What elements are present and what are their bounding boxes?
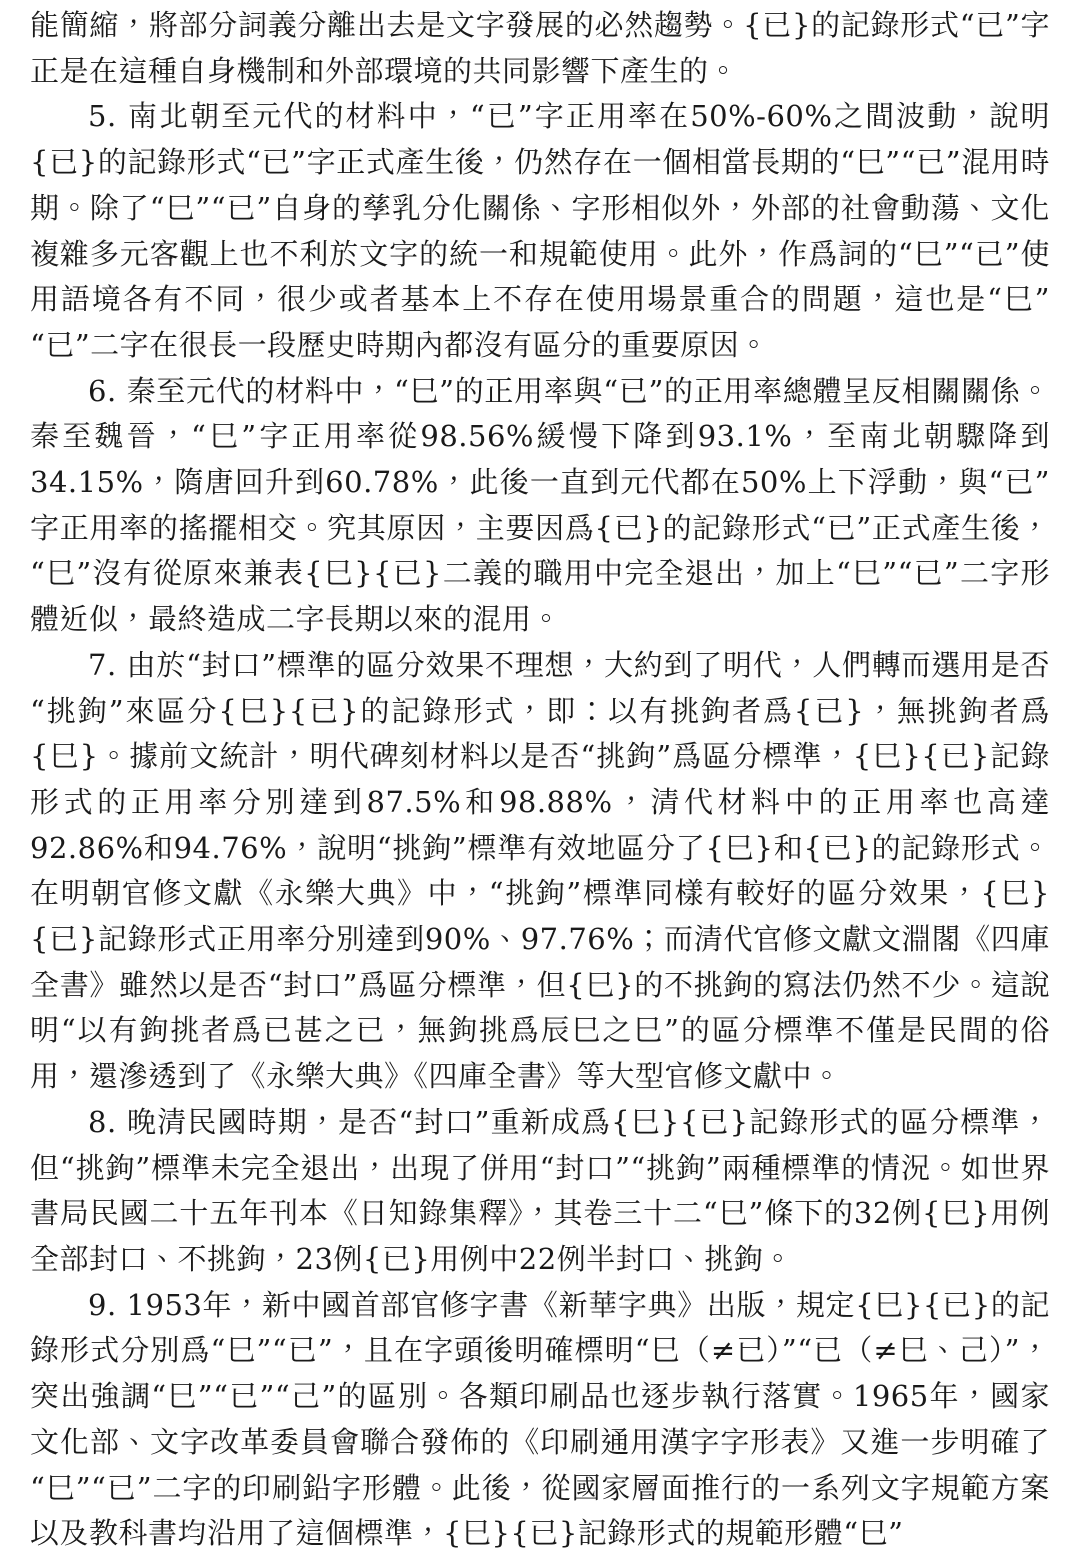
- paragraph-item-7: 7. 由於“封口”標準的區分效果不理想，大約到了明代，人們轉而選用是否“挑鉤”來區分{巳}{已}的記錄形式，即：以有挑鉤者爲{已}，無挑鉤者爲{巳}。據前文統計，明代碑刻材料以是否“挑鉤”爲區分標準，{巳}{已}記錄形式的正用率分別達到87.5%和98.88%，清代材料中的正用率也高達92.86%和94.76%，說明“挑鉤”標準有效地區分了{巳}和{已}的記錄形式。在明朝官修文獻《永樂大典》中，“挑鉤”標準同樣有較好的區分效果，{巳}{已}記錄形式正用率分別達到90%、97.76%；而清代官修文獻文淵閣《四庫全書》雖然以是否“封口”爲區分標準，但{巳}的不挑鉤的寫法仍然不少。這說明“以有鉤挑者爲已甚之已，無鉤挑爲辰巳之巳”的區分標準不僅是民間的俗用，還滲透到了《永樂大典》《四庫全書》等大型官修文獻中。: [30, 647, 1050, 1094]
- paragraph-item-6: 6. 秦至元代的材料中，“巳”的正用率與“已”的正用率總體呈反相關關係。秦至魏晉，“巳”字正用率從98.56%緩慢下降到93.1%，至南北朝驟降到34.15%，隋唐回升到60.78%，此後一直到元代都在50%上下浮動，與“已”字正用率的搖擺相交。究其原因，主要因爲{已}的記錄形式“已”正式產生後，“巳”沒有從原來兼表{巳}{已}二義的職用中完全退出，加上“巳”“已”二字形體近似，最終造成二字長期以來的混用。: [30, 373, 1050, 637]
- paragraph-item-9: 9. 1953年，新中國首部官修字書《新華字典》出版，規定{巳}{已}的記錄形式分別爲“巳”“已”，且在字頭後明確標明“巳（≠已）”“已（≠巳、己）”，突出強調“巳”“已”“己”的區別。各類印刷品也逐步執行落實。1965年，國家文化部、文字改革委員會聯合發佈的《印刷通用漢字字形表》又進一步明確了“巳”“已”二字的印刷鉛字形體。此後，從國家層面推行的一系列文字規範方案以及教科書均沿用了這個標準，{巳}{已}記錄形式的規範形體“巳”: [30, 1287, 1050, 1551]
- paragraph-item-8: 8. 晚清民國時期，是否“封口”重新成爲{巳}{已}記錄形式的區分標準，但“挑鉤”標準未完全退出，出現了併用“封口”“挑鉤”兩種標準的情況。如世界書局民國二十五年刊本《日知錄集釋》，其卷三十二“巳”條下的32例{巳}用例全部封口、不挑鉤，23例{已}用例中22例半封口、挑鉤。: [30, 1104, 1050, 1276]
- paragraph-item-5: 5. 南北朝至元代的材料中，“已”字正用率在50%-60%之間波動，說明{已}的記錄形式“已”字正式產生後，仍然存在一個相當長期的“巳”“已”混用時期。除了“巳”“已”自身的孳乳分化關係、字形相似外，外部的社會動蕩、文化複雜多元客觀上也不利於文字的統一和規範使用。此外，作爲詞的“巳”“已”使用語境各有不同，很少或者基本上不存在使用場景重合的問題，這也是“巳”“已”二字在很長一段歷史時期內都沒有區分的重要原因。: [30, 99, 1050, 362]
- paragraph-continuation: 能簡縮，將部分詞義分離出去是文字發展的必然趨勢。{已}的記錄形式“已”字正是在這種自身機制和外部環境的共同影響下產生的。: [30, 8, 1050, 88]
